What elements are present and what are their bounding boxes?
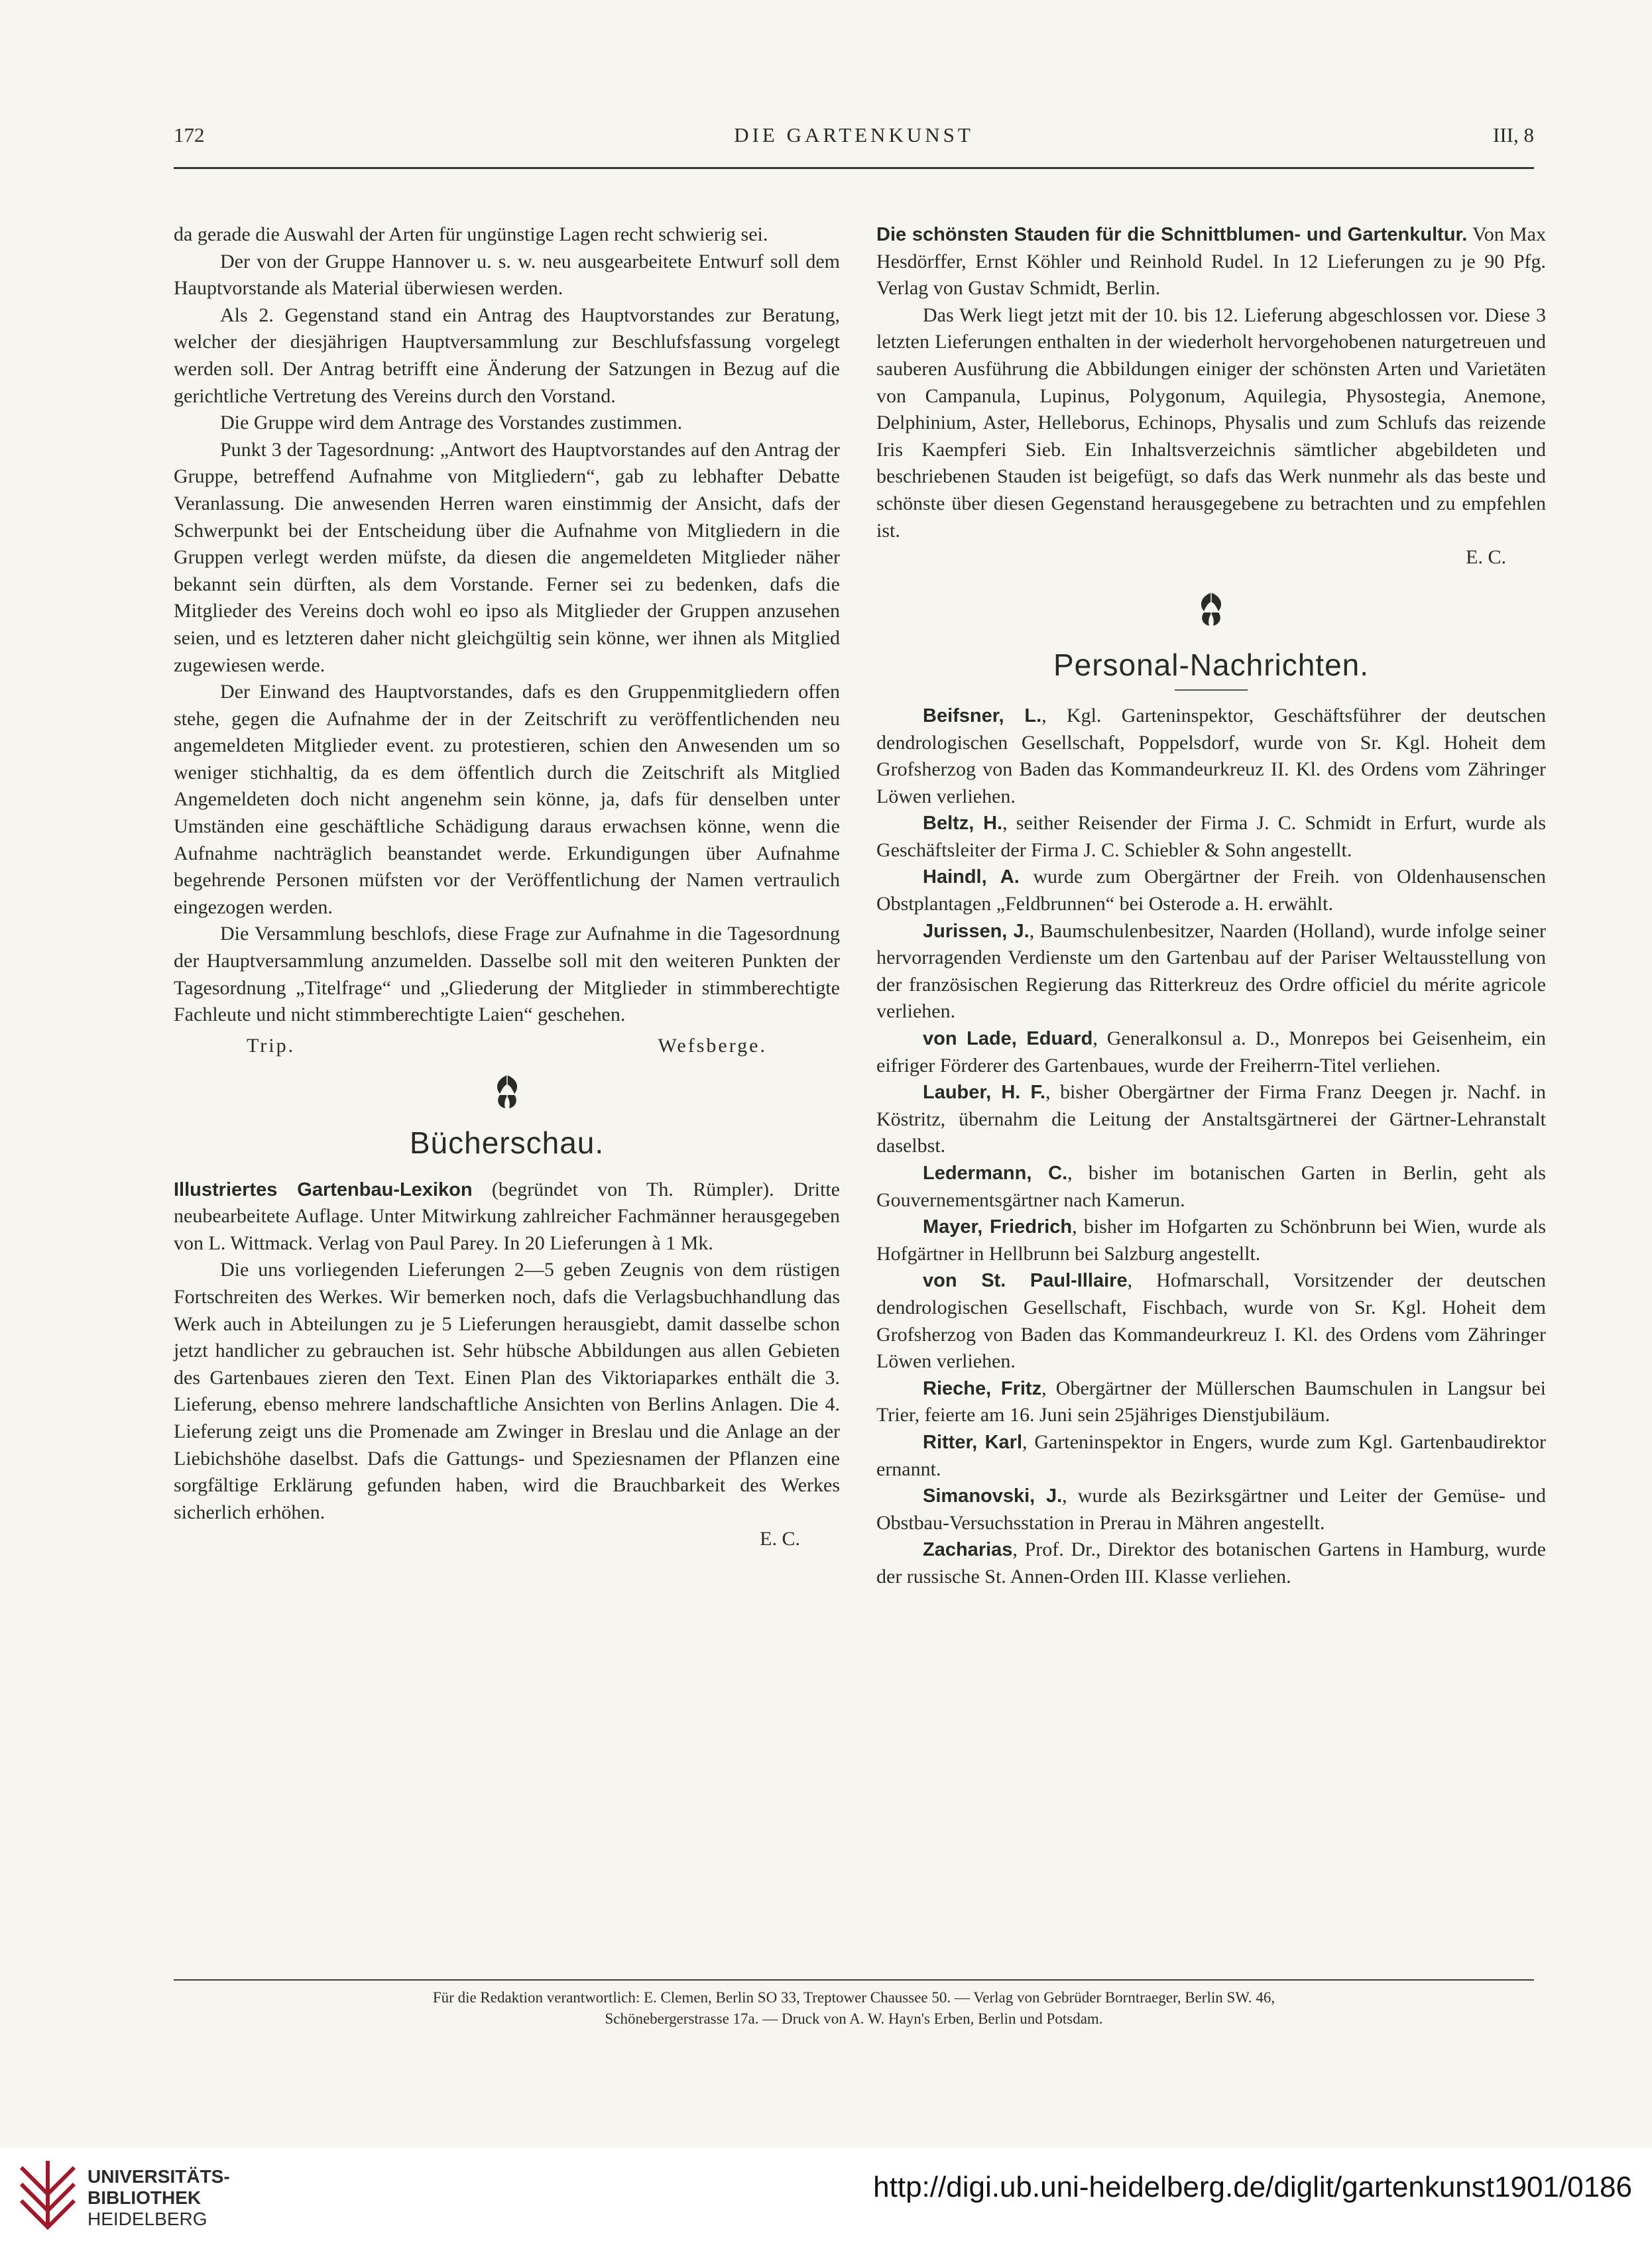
review-sign: E. C.: [1466, 546, 1506, 569]
personal-entry: [876, 1536, 1546, 1590]
journal-title: DIE GARTENKUNST: [734, 123, 974, 146]
personal-entry: [876, 864, 1546, 917]
entry-text: , Kgl. Garteninspektor, Geschäftsführer der deutschen dendrologischen Gesellschaft, Poppelsdorf, wurde von Sr. Kgl. Hoheit dem Grofsherzog von Baden das Kommandeurkreuz II. Kl. des Ordens vom Zähringer Löwen verliehen.: [876, 704, 1547, 807]
personal-entry: [876, 1267, 1546, 1375]
section-rule: [1175, 689, 1248, 691]
personal-entry: [876, 703, 1546, 810]
person-name: Zacharias: [923, 1539, 1013, 1561]
paragraph: Als 2. Gegenstand stand ein Antrag des Hauptvorstandes zur Beratung, welcher der diesjährigen Hauptversammlung zur Beschlufsfassung vorgelegt werden soll. Der Antrag betrifft eine Änderung der Satzungen in Bezug auf die gerichtliche Vertretung des Vereins durch den Vorstand.: [174, 304, 840, 407]
leaf-ornament-icon: [876, 591, 1546, 635]
section-title-personal: Personal-Nachrichten.: [1053, 648, 1370, 683]
left-column: [174, 221, 840, 1553]
personal-entry: [876, 1483, 1546, 1536]
person-name: von St. Paul-Illaire: [923, 1270, 1128, 1292]
entry-text: , Baumschulenbesitzer, Naarden (Holland), wurde infolge seiner hervorragenden Verdienste um den Gartenbau auf der Pariser Weltausstellung von der französischen Regierung das Ritterkreuz des Ordre officiel du mérite agricole verliehen.: [876, 919, 1546, 1023]
review-body: Die uns vorliegenden Lieferungen 2—5 geben Zeugnis von dem rüstigen Fortschreiten des Werkes. Wir bemerken noch, dafs die Verlagsbuchhandlung das Werk auch in Abteilungen zu je 5 Lieferungen herausgiebt, damit dasselbe schon jetzt handlicher zu gebrauchen ist. Sehr hübsche Abbildungen aus allen Gebieten des Gartenbaues zieren den Text. Einen Plan des Viktoriaparkes enthält die 3. Lieferung, ebenso mehrere landschaftliche Ansichten von Berlins Anlagen. Die 4. Lieferung zeigt uns die Promenade am Zwinger in Breslau und die Anlage an der Liebichshöhe daselbst. Dafs die Gattungs- und Speziesnamen der Pflanzen eine sorgfältige Erklärung gefunden haben, wird die Brauchbarkeit des Werkes sicherlich erhöhen.: [174, 1259, 840, 1523]
permalink[interactable]: http://digi.ub.uni-heidelberg.de/diglit/gartenkunst1901/0186: [873, 2171, 1632, 2203]
personal-entry: [876, 1214, 1546, 1267]
personal-entry: [876, 918, 1546, 1025]
entry-text: , Obergärtner der Müllerschen Baumschulen in Langsur bei Trier, feierte am 16. Juni sein 25jähriges Dienstjubiläum.: [876, 1377, 1546, 1426]
person-name: Ritter, Karl: [923, 1431, 1023, 1453]
running-header: [174, 123, 1534, 158]
library-name-line-2: BIBLIOTHEK: [88, 2187, 202, 2208]
imprint-line-1: Für die Redaktion verantwortlich: E. Clemen, Berlin SO 33, Treptower Chaussee 50. — Verlag von Gebrüder Borntraeger, Berlin SW. 46,: [432, 1989, 1275, 2006]
entry-text: , Prof. Dr., Direktor des botanischen Gartens in Hamburg, wurde der russische St. Annen-Orden III. Klasse verliehen.: [876, 1538, 1546, 1588]
personal-entry: [876, 1429, 1546, 1483]
review-signature: [876, 544, 1546, 571]
review-head: Von Max Hesdörffer, Ernst Köhler und Reinhold Rudel. In 12 Lieferungen zu je 90 Pfg. Verlag von Gustav Schmidt, Berlin.: [876, 223, 1547, 300]
paragraph: Die Gruppe wird dem Antrage des Vorstandes zustimmen.: [220, 412, 683, 434]
review-title: Die schönsten Stauden für die Schnittblumen- und Gartenkultur.: [876, 224, 1468, 245]
signature-line: [174, 1033, 840, 1060]
entry-text: , Garteninspektor in Engers, wurde zum Kgl. Gartenbaudirektor ernannt.: [876, 1430, 1546, 1480]
person-name: Simanovski, J.: [923, 1485, 1063, 1507]
personal-entry: [876, 1025, 1546, 1079]
personal-entry: [876, 810, 1546, 864]
person-name: Beltz, H.: [923, 813, 1003, 835]
personal-entry: [876, 1079, 1546, 1160]
review-paragraph: [876, 221, 1546, 302]
leaf-ornament-icon: [174, 1074, 840, 1118]
person-name: Ledermann, C.: [923, 1163, 1068, 1184]
personal-entry: [876, 1375, 1546, 1429]
paragraph: Der von der Gruppe Hannover u. s. w. neu ausgearbeitete Entwurf soll dem Hauptvorstande als Material überwiesen werden.: [174, 250, 840, 300]
paragraph: Punkt 3 der Tagesordnung: „Antwort des Hauptvorstandes auf den Antrag der Gruppe, betreffend Aufnahme von Mitgliedern“, gab zu lebhafter Debatte Veranlassung. Die anwesenden Herren waren einstimmig der Ansicht, dafs der Schwerpunkt bei der Entscheidung über die Aufnahme von Mitgliedern in die Gruppen verlegt werden müfste, da diesen die angemeldeten Mitglieder näher bekannt sein dürften, als dem Vorstande. Ferner sei zu bedenken, dafs die Mitglieder des Vereins doch wohl eo ipso als Mitglieder der Gruppen anzusehen seien, und es letzteren daher nicht gleichgültig sein könne, wer ihnen als Mitglied zugewiesen werde.: [174, 438, 840, 676]
review-head: (begründet von Th. Rümpler). Dritte neubearbeitete Auflage. Unter Mitwirkung zahlreicher Fachmänner herausgegeben von L. Wittmack. Verlag von Paul Parey. In 20 Lieferungen à 1 Mk.: [174, 1178, 840, 1254]
volume-number: III, 8: [1493, 123, 1534, 146]
entry-text: , seither Reisender der Firma J. C. Schmidt in Erfurt, wurde als Geschäftsleiter der Firma J. C. Schiebler & Sohn angestellt.: [876, 812, 1546, 861]
person-name: von Lade, Eduard: [923, 1028, 1093, 1050]
person-name: Rieche, Fritz: [923, 1377, 1042, 1399]
page-number: 172: [174, 123, 205, 146]
paragraph: Die Versammlung beschlofs, diese Frage zur Aufnahme in die Tagesordnung der Hauptversammlung anzumelden. Dasselbe soll mit den weiteren Punkten der Tagesordnung „Titelfrage“ und „Gliederung der Mitglieder in stimmberechtigte Fachleute und nicht stimmberechtigte Laien“ geschehen.: [174, 923, 840, 1026]
entry-text: , Generalkonsul a. D., Monrepos bei Geisenheim, ein eifriger Förderer des Gartenbaues, wurde der Freiherrn-Titel verliehen.: [876, 1027, 1546, 1076]
personal-entry: [876, 1160, 1546, 1214]
signature-left: Trip.: [247, 1034, 296, 1057]
footer-rule: [174, 1979, 1534, 1981]
entry-text: , bisher im botanischen Garten in Berlin, geht als Gouvernementsgärtner nach Kamerun.: [876, 1162, 1546, 1211]
library-logo-icon: [15, 2154, 81, 2234]
review-body: Das Werk liegt jetzt mit der 10. bis 12. Lieferung abgeschlossen vor. Diese 3 letzten Lieferungen enthalten in der wiederholt hervorgehobenen naturgetreuen und sauberen Ausführung die Abbildungen einiger der schönsten Arten und Varietäten von Campanula, Lupinus, Polygonum, Aquilegia, Physostegia, Anemone, Delphinium, Aster, Helleborus, Echinops, Physalis und zum Schlufs das reizende Iris Kaempferi Sieb. Ein Inhaltsverzeichnis sämtlicher abgebildeten und beschriebenen Stauden ist beigefügt, so dafs das Werk nunmehr als das beste und schönste über diesen Gegenstand herausgegebene zu betrachten und zu empfehlen ist.: [876, 304, 1546, 542]
person-name: Beifsner, L.: [923, 705, 1042, 726]
entry-text: , wurde als Bezirksgärtner und Leiter der Gemüse- und Obstbau-Versuchsstation in Prerau in Mähren angestellt.: [876, 1485, 1546, 1534]
imprint: [174, 1987, 1534, 2030]
library-name-line-3: HEIDELBERG: [88, 2209, 207, 2229]
personal-entries: [876, 703, 1546, 1591]
entry-text: , bisher im Hofgarten zu Schönbrunn bei Wien, wurde als Hofgärtner in Hellbrunn bei Salzburg angestellt.: [876, 1216, 1546, 1265]
review-paragraph: [174, 1177, 840, 1257]
review-sign: E. C.: [760, 1528, 800, 1550]
signature-right: Wefsberge.: [658, 1034, 767, 1057]
library-name-line-1: UNIVERSITÄTS-: [88, 2166, 230, 2187]
person-name: Haindl, A.: [923, 866, 1020, 888]
review-title: Illustriertes Gartenbau-Lexikon: [174, 1179, 473, 1200]
person-name: Lauber, H. F.: [923, 1082, 1046, 1104]
paragraph: da gerade die Auswahl der Arten für ungünstige Lagen recht schwierig sei.: [174, 223, 768, 245]
right-column: [876, 221, 1546, 1591]
person-name: Jurissen, J.: [923, 920, 1030, 942]
section-title-buecherschau: Bücherschau.: [409, 1126, 605, 1160]
entry-text: wurde zum Obergärtner der Freih. von Oldenhausenschen Obstplantagen „Feldbrunnen“ bei Osterode a. H. erwählt.: [876, 866, 1546, 915]
review-signature: [174, 1526, 840, 1553]
entry-text: , bisher Obergärtner der Firma Franz Deegen jr. Nachf. in Köstritz, übernahm die Leitung der Anstaltsgärtnerei der Gärtner-Lehranstalt daselbst.: [876, 1081, 1546, 1157]
header-rule: [174, 167, 1534, 169]
entry-text: , Hofmarschall, Vorsitzender der deutschen dendrologischen Gesellschaft, Fischbach, wurde von Sr. Kgl. Hoheit dem Grofsherzog von Baden das Kommandeurkreuz I. Kl. des Ordens vom Zähringer Löwen verliehen.: [876, 1269, 1546, 1373]
paragraph: Der Einwand des Hauptvorstandes, dafs es den Gruppenmitgliedern offen stehe, gegen die Aufnahme der in der Zeitschrift zu veröffentlichenden neu angemeldeten Mitglieder event. zu protestieren, schien den Anwesenden um so weniger stichhaltig, da es dem öffentlich durch die Zeitschrift als Mitglied Angemeldeten doch nicht angenehm sein könne, ja, dafs für denselben unter Umständen eine geschäftliche Schädigung daraus erwachsen könne, wenn die Aufnahme nachträglich beanstandet werde. Erkundigungen über Aufnahme begehrende Personen müfsten vor der Veröffentlichung der Namen vertraulich eingezogen werden.: [174, 681, 840, 918]
person-name: Mayer, Friedrich: [923, 1216, 1073, 1238]
imprint-line-2: Schönebergerstrasse 17a. — Druck von A. W. Hayn's Erben, Berlin und Potsdam.: [605, 2010, 1103, 2027]
library-name: [88, 2166, 230, 2230]
